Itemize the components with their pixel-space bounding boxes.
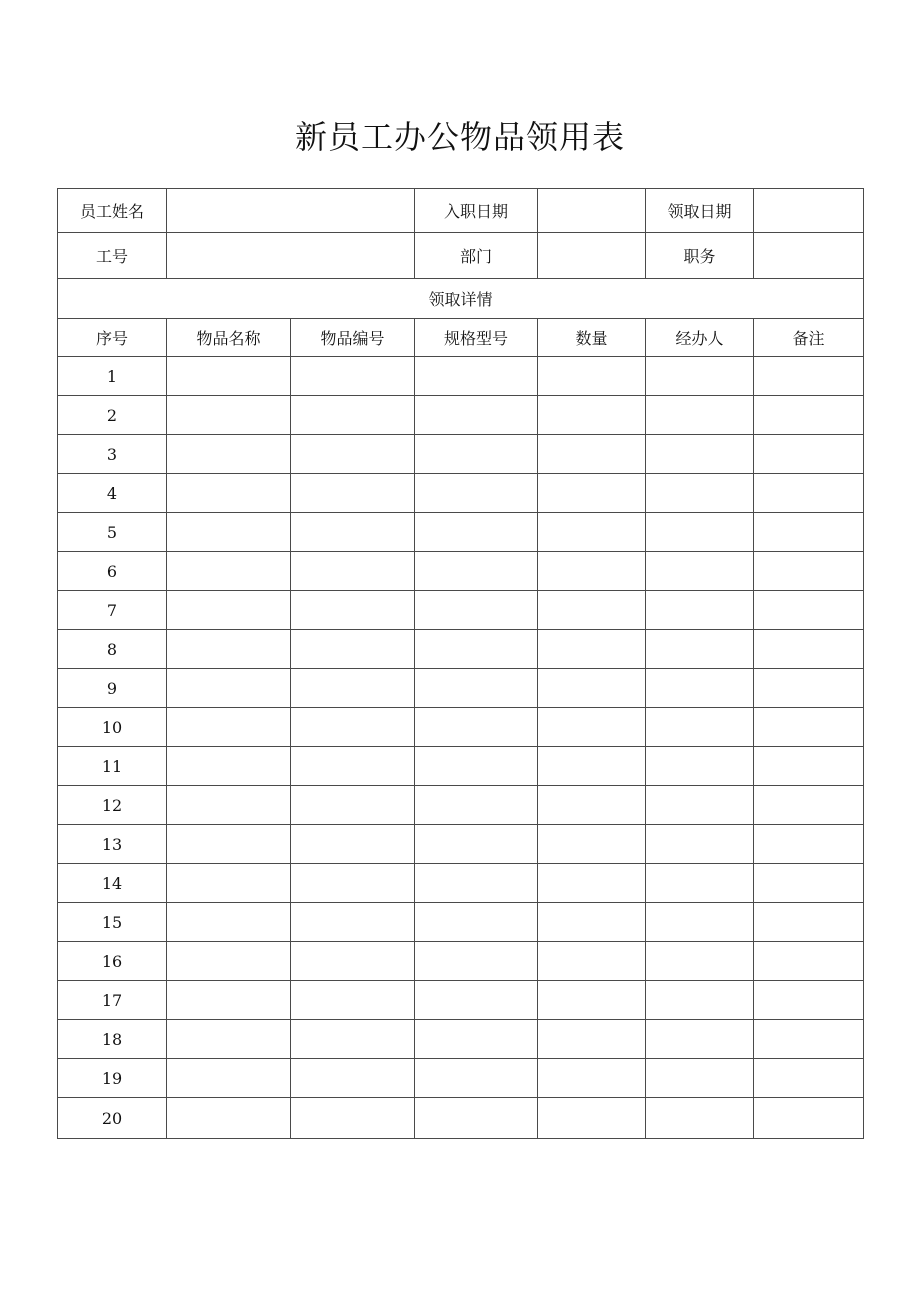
item-code-cell[interactable]: [291, 357, 415, 396]
handler-cell[interactable]: [646, 591, 754, 630]
row-number: 20: [58, 1098, 167, 1139]
row-number: 6: [58, 552, 167, 591]
spec-model-cell[interactable]: [415, 591, 538, 630]
item-code-cell[interactable]: [291, 1020, 415, 1059]
hire-date-field[interactable]: [538, 189, 646, 233]
item-name-cell[interactable]: [167, 513, 291, 552]
handler-cell[interactable]: [646, 669, 754, 708]
remarks-cell[interactable]: [754, 1020, 864, 1059]
employee-name-field[interactable]: [167, 189, 415, 233]
item-name-cell[interactable]: [167, 396, 291, 435]
spec-model-cell[interactable]: [415, 708, 538, 747]
section-title: 领取详情: [58, 279, 864, 319]
employee-name-label: 员工姓名: [58, 189, 167, 233]
handler-cell[interactable]: [646, 474, 754, 513]
remarks-cell[interactable]: [754, 357, 864, 396]
spec-model-cell[interactable]: [415, 357, 538, 396]
spec-model-cell[interactable]: [415, 552, 538, 591]
item-name-cell[interactable]: [167, 1098, 291, 1139]
table-row: [58, 1059, 864, 1098]
department-label: 部门: [415, 233, 538, 279]
handler-cell[interactable]: [646, 981, 754, 1020]
handler-cell[interactable]: [646, 786, 754, 825]
remarks-cell[interactable]: [754, 747, 864, 786]
item-name-cell[interactable]: [167, 786, 291, 825]
quantity-cell[interactable]: [538, 669, 646, 708]
table-row: [58, 981, 864, 1020]
row-number: 10: [58, 708, 167, 747]
item-name-cell[interactable]: [167, 357, 291, 396]
row-number: 14: [58, 864, 167, 903]
item-name-cell[interactable]: [167, 981, 291, 1020]
row-number: 7: [58, 591, 167, 630]
item-code-cell[interactable]: [291, 669, 415, 708]
item-name-cell[interactable]: [167, 903, 291, 942]
spec-model-cell[interactable]: [415, 864, 538, 903]
table-row: [58, 591, 864, 630]
remarks-cell[interactable]: [754, 591, 864, 630]
quantity-cell[interactable]: [538, 903, 646, 942]
receive-date-field[interactable]: [754, 189, 864, 233]
handler-cell[interactable]: [646, 435, 754, 474]
item-name-cell[interactable]: [167, 630, 291, 669]
spec-model-cell[interactable]: [415, 435, 538, 474]
row-number: 12: [58, 786, 167, 825]
row-number: 3: [58, 435, 167, 474]
spec-model-cell[interactable]: [415, 1059, 538, 1098]
handler-cell[interactable]: [646, 357, 754, 396]
employee-id-field[interactable]: [167, 233, 415, 279]
remarks-cell[interactable]: [754, 435, 864, 474]
quantity-cell[interactable]: [538, 357, 646, 396]
handler-cell[interactable]: [646, 630, 754, 669]
remarks-cell[interactable]: [754, 786, 864, 825]
row-number: 11: [58, 747, 167, 786]
table-row: [58, 747, 864, 786]
table-row: [58, 825, 864, 864]
handler-cell[interactable]: [646, 864, 754, 903]
quantity-cell[interactable]: [538, 786, 646, 825]
table-row: [58, 1098, 864, 1139]
item-code-cell[interactable]: [291, 552, 415, 591]
header-row-2: [58, 233, 864, 279]
remarks-cell[interactable]: [754, 474, 864, 513]
remarks-cell[interactable]: [754, 942, 864, 981]
item-code-cell[interactable]: [291, 903, 415, 942]
quantity-cell[interactable]: [538, 747, 646, 786]
remarks-cell[interactable]: [754, 513, 864, 552]
table-row: [58, 1020, 864, 1059]
handler-cell[interactable]: [646, 513, 754, 552]
item-name-cell[interactable]: [167, 1020, 291, 1059]
handler-cell[interactable]: [646, 942, 754, 981]
employee-id-label: 工号: [58, 233, 167, 279]
quantity-cell[interactable]: [538, 981, 646, 1020]
quantity-cell[interactable]: [538, 396, 646, 435]
table-row: [58, 513, 864, 552]
row-number: 8: [58, 630, 167, 669]
row-number: 4: [58, 474, 167, 513]
item-code-cell[interactable]: [291, 513, 415, 552]
remarks-cell[interactable]: [754, 981, 864, 1020]
remarks-cell[interactable]: [754, 630, 864, 669]
spec-model-cell[interactable]: [415, 396, 538, 435]
item-name-cell[interactable]: [167, 435, 291, 474]
column-header: 规格型号: [415, 319, 538, 357]
quantity-cell[interactable]: [538, 630, 646, 669]
item-name-cell[interactable]: [167, 708, 291, 747]
quantity-cell[interactable]: [538, 591, 646, 630]
column-header-row: [58, 319, 864, 357]
table-row: [58, 630, 864, 669]
remarks-cell[interactable]: [754, 708, 864, 747]
table-row: [58, 669, 864, 708]
spec-model-cell[interactable]: [415, 981, 538, 1020]
table-row: [58, 396, 864, 435]
column-header: 物品名称: [167, 319, 291, 357]
quantity-cell[interactable]: [538, 942, 646, 981]
quantity-cell[interactable]: [538, 1020, 646, 1059]
quantity-cell[interactable]: [538, 825, 646, 864]
remarks-cell[interactable]: [754, 903, 864, 942]
table-row: [58, 357, 864, 396]
remarks-cell[interactable]: [754, 1059, 864, 1098]
spec-model-cell[interactable]: [415, 1020, 538, 1059]
row-number: 18: [58, 1020, 167, 1059]
item-code-cell[interactable]: [291, 474, 415, 513]
item-code-cell[interactable]: [291, 786, 415, 825]
table-row: [58, 552, 864, 591]
header-row-1: [58, 189, 864, 233]
quantity-cell[interactable]: [538, 1059, 646, 1098]
spec-model-cell[interactable]: [415, 669, 538, 708]
handler-cell[interactable]: [646, 396, 754, 435]
handler-cell[interactable]: [646, 552, 754, 591]
requisition-table: [57, 188, 864, 1139]
item-name-cell[interactable]: [167, 825, 291, 864]
item-name-cell[interactable]: [167, 552, 291, 591]
item-code-cell[interactable]: [291, 396, 415, 435]
row-number: 2: [58, 396, 167, 435]
item-code-cell[interactable]: [291, 981, 415, 1020]
quantity-cell[interactable]: [538, 552, 646, 591]
item-name-cell[interactable]: [167, 669, 291, 708]
item-code-cell[interactable]: [291, 864, 415, 903]
item-name-cell[interactable]: [167, 474, 291, 513]
spec-model-cell[interactable]: [415, 513, 538, 552]
spec-model-cell[interactable]: [415, 942, 538, 981]
remarks-cell[interactable]: [754, 552, 864, 591]
page-title: 新员工办公物品领用表: [294, 118, 625, 156]
item-code-cell[interactable]: [291, 1098, 415, 1139]
quantity-cell[interactable]: [538, 864, 646, 903]
spec-model-cell[interactable]: [415, 786, 538, 825]
spec-model-cell[interactable]: [415, 630, 538, 669]
item-name-cell[interactable]: [167, 864, 291, 903]
remarks-cell[interactable]: [754, 669, 864, 708]
item-name-cell[interactable]: [167, 942, 291, 981]
handler-cell[interactable]: [646, 825, 754, 864]
quantity-cell[interactable]: [538, 708, 646, 747]
row-number: 15: [58, 903, 167, 942]
handler-cell[interactable]: [646, 747, 754, 786]
row-number: 1: [58, 357, 167, 396]
section-row: [58, 279, 864, 319]
item-name-cell[interactable]: [167, 591, 291, 630]
row-number: 9: [58, 669, 167, 708]
spec-model-cell[interactable]: [415, 825, 538, 864]
column-header: 物品编号: [291, 319, 415, 357]
row-number: 16: [58, 942, 167, 981]
item-name-cell[interactable]: [167, 1059, 291, 1098]
hire-date-label: 入职日期: [415, 189, 538, 233]
item-code-cell[interactable]: [291, 825, 415, 864]
item-code-cell[interactable]: [291, 630, 415, 669]
item-code-cell[interactable]: [291, 747, 415, 786]
column-header: 序号: [58, 319, 167, 357]
table-row: [58, 708, 864, 747]
column-header: 备注: [754, 319, 864, 357]
table-row: [58, 474, 864, 513]
handler-cell[interactable]: [646, 1059, 754, 1098]
position-label: 职务: [646, 233, 754, 279]
row-number: 13: [58, 825, 167, 864]
item-code-cell[interactable]: [291, 1059, 415, 1098]
table-row: [58, 786, 864, 825]
table-row: [58, 864, 864, 903]
spec-model-cell[interactable]: [415, 747, 538, 786]
table-row: [58, 942, 864, 981]
item-code-cell[interactable]: [291, 942, 415, 981]
item-code-cell[interactable]: [291, 591, 415, 630]
column-header: 数量: [538, 319, 646, 357]
row-number: 17: [58, 981, 167, 1020]
table-row: [58, 435, 864, 474]
remarks-cell[interactable]: [754, 825, 864, 864]
spec-model-cell[interactable]: [415, 1098, 538, 1139]
quantity-cell[interactable]: [538, 1098, 646, 1139]
spec-model-cell[interactable]: [415, 474, 538, 513]
handler-cell[interactable]: [646, 708, 754, 747]
row-number: 19: [58, 1059, 167, 1098]
handler-cell[interactable]: [646, 1020, 754, 1059]
quantity-cell[interactable]: [538, 474, 646, 513]
remarks-cell[interactable]: [754, 396, 864, 435]
item-code-cell[interactable]: [291, 708, 415, 747]
handler-cell[interactable]: [646, 1098, 754, 1139]
item-code-cell[interactable]: [291, 435, 415, 474]
remarks-cell[interactable]: [754, 1098, 864, 1139]
remarks-cell[interactable]: [754, 864, 864, 903]
item-name-cell[interactable]: [167, 747, 291, 786]
column-header: 经办人: [646, 319, 754, 357]
table-row: [58, 903, 864, 942]
quantity-cell[interactable]: [538, 513, 646, 552]
row-number: 5: [58, 513, 167, 552]
quantity-cell[interactable]: [538, 435, 646, 474]
receive-date-label: 领取日期: [646, 189, 754, 233]
position-field[interactable]: [754, 233, 864, 279]
department-field[interactable]: [538, 233, 646, 279]
spec-model-cell[interactable]: [415, 903, 538, 942]
handler-cell[interactable]: [646, 903, 754, 942]
